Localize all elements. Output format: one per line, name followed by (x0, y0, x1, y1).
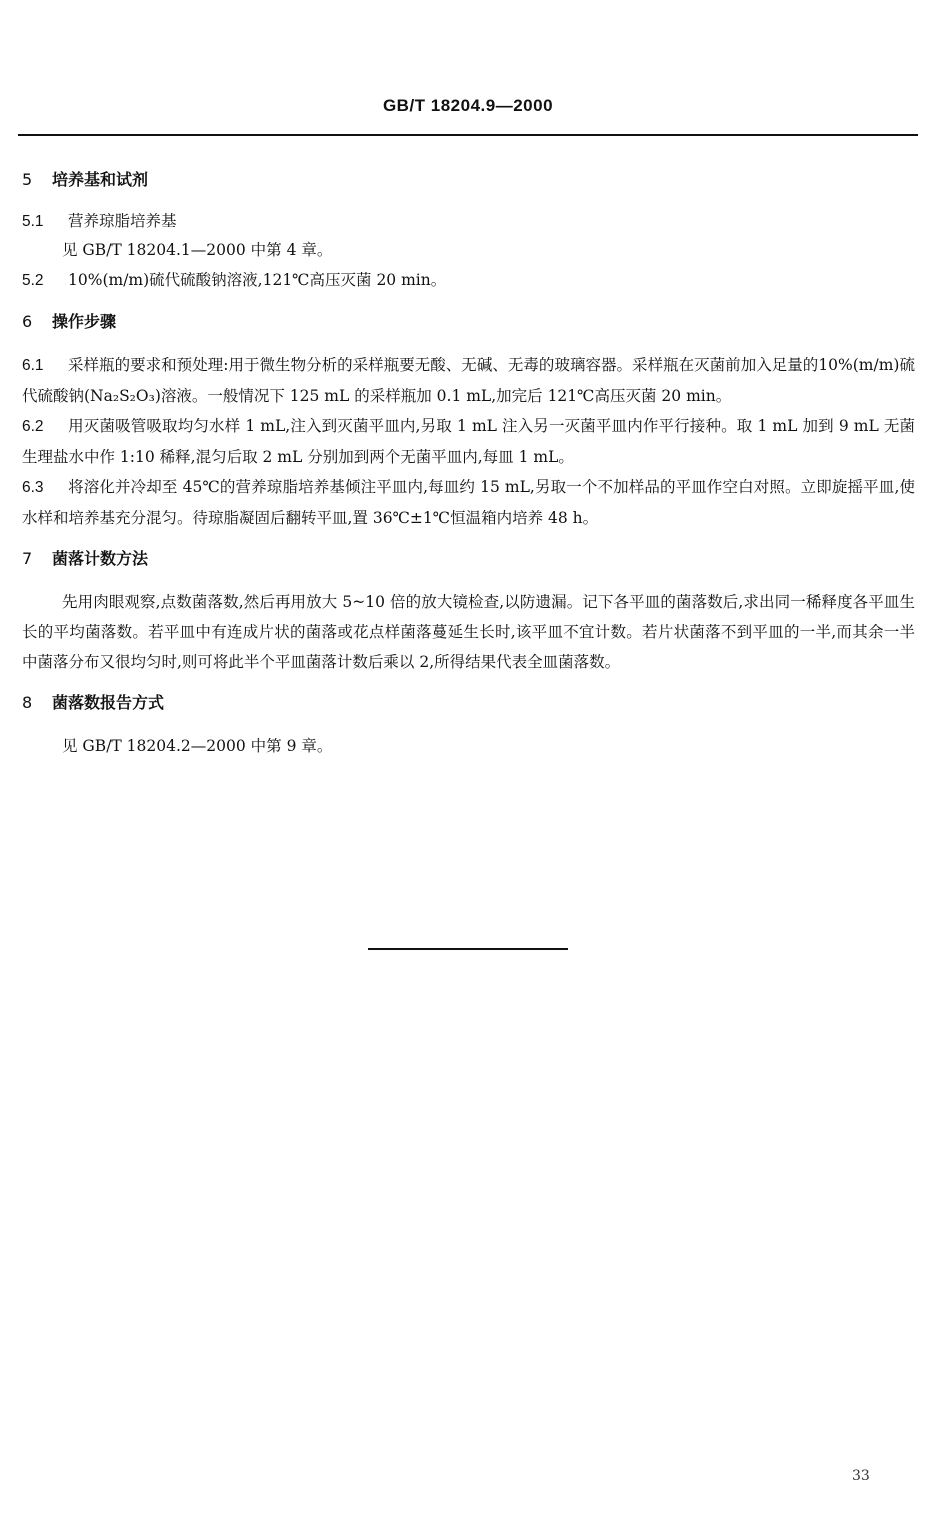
section-text: 用灭菌吸管吸取均匀水样 1 mL,注入到灭菌平皿内,另取 1 mL 注入另一灭菌平皿内作平行接种。取 1 mL 加到 9 mL 无菌生理盐水中作 1:10 稀释,混匀后取 2 mL 分别加到两个无菌平皿内,每皿 1 mL。 (22, 417, 915, 466)
section-6-2 (22, 411, 915, 472)
section-number: 5 (22, 170, 33, 189)
section-title: 菌落数报告方式 (52, 693, 165, 712)
section-5-heading (22, 168, 915, 192)
section-title: 菌落计数方法 (52, 549, 149, 568)
section-number: 5.1 (22, 213, 44, 230)
section-number: 5.2 (22, 272, 44, 289)
section-6-3 (22, 472, 915, 533)
section-number: 6.1 (22, 357, 44, 374)
section-5-1-text: 见 GB/T 18204.1—2000 中第 4 章。 (62, 241, 333, 259)
page-number: 33 (852, 1468, 870, 1484)
document-body (22, 168, 915, 761)
section-text: 采样瓶的要求和预处理:用于微生物分析的采样瓶要无酸、无碱、无毒的玻璃容器。采样瓶在灭菌前加入足量的10%(m/m)硫代硫酸钠(Na₂S₂O₃)溶液。一般情况下 125 mL 的采样瓶加 0.1 mL,加完后 121℃高压灭菌 20 min。 (22, 356, 915, 405)
section-title: 培养基和试剂 (52, 170, 149, 189)
header-rule (18, 134, 918, 136)
section-5-2 (22, 265, 915, 296)
section-7-text: 先用肉眼观察,点数菌落数,然后再用放大 5~10 倍的放大镜检查,以防遗漏。记下各平皿的菌落数后,求出同一稀释度各平皿生长的平均菌落数。若平皿中有连成片状的菌落或花点样菌落蔓延生长时,该平皿不宜计数。若片状菌落不到平皿的一半,而其余一半中菌落分布又很均匀时,则可将此半个平皿菌落计数后乘以 2,所得结果代表全皿菌落数。 (22, 593, 915, 671)
section-number: 7 (22, 549, 33, 568)
section-8-heading (22, 691, 915, 715)
section-6-heading (22, 310, 915, 334)
section-number: 6.3 (22, 479, 44, 496)
page-header-title: GB/T 18204.9—2000 (382, 96, 554, 115)
section-title: 操作步骤 (52, 312, 117, 331)
section-number: 6 (22, 312, 33, 331)
section-6-1 (22, 350, 915, 411)
section-text: 将溶化并冷却至 45℃的营养琼脂培养基倾注平皿内,每皿约 15 mL,另取一个不加样品的平皿作空白对照。立即旋摇平皿,使水样和培养基充分混匀。待琼脂凝固后翻转平皿,置 36℃±1℃恒温箱内培养 48 h。 (22, 478, 915, 527)
section-5-1-heading (22, 208, 915, 235)
end-rule (368, 948, 568, 950)
section-text: 10%(m/m)硫代硫酸钠溶液,121℃高压灭菌 20 min。 (68, 271, 447, 289)
section-7-heading (22, 547, 915, 571)
section-number: 6.2 (22, 418, 44, 435)
section-number: 8 (22, 693, 33, 712)
section-8-text: 见 GB/T 18204.2—2000 中第 9 章。 (62, 737, 333, 755)
section-title: 营养琼脂培养基 (68, 212, 177, 230)
